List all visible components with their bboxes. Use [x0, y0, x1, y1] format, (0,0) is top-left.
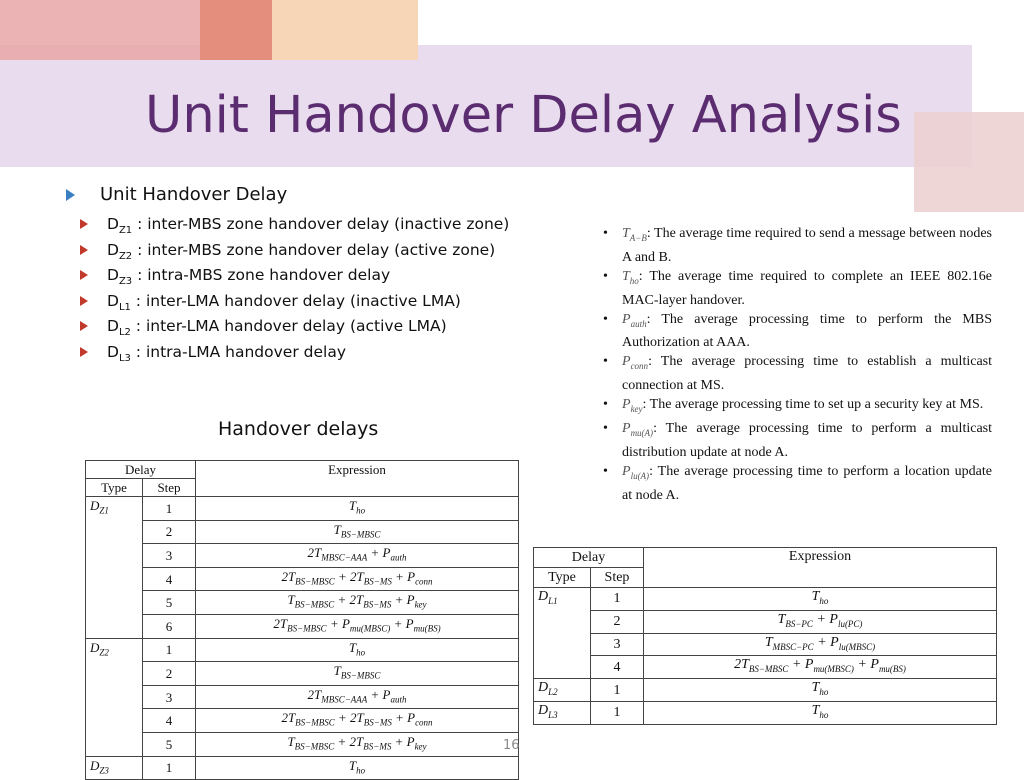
header-type: Type	[534, 568, 591, 588]
expression-term: T	[333, 521, 341, 537]
expression-term: 2T	[281, 710, 296, 726]
expression-subscript: BS−MBSC	[294, 599, 335, 610]
expression-cell	[196, 567, 519, 591]
symbol: D	[107, 215, 119, 233]
table-row	[86, 497, 519, 521]
definition-item	[600, 419, 992, 462]
expression-subscript: BS−MBSC	[294, 741, 335, 752]
sub-bullet-text: : inter-MBS zone handover delay (inactive zone)	[132, 215, 510, 233]
table-row	[86, 520, 519, 544]
definition-text: : The average processing time to establish a multicast connection at MS.	[622, 354, 992, 394]
expression-cell	[644, 679, 997, 702]
expression-term: 2T	[734, 657, 749, 673]
definition-subscript: conn	[630, 361, 649, 372]
symbol-subscript: L3	[118, 352, 131, 364]
step-cell: 2	[143, 520, 196, 544]
step-cell: 2	[143, 662, 196, 686]
expression-term: + P	[788, 657, 814, 673]
expression-term: T	[287, 592, 295, 608]
sub-bullet-item	[62, 263, 509, 289]
sub-bullet-text: : intra-LMA handover delay	[130, 342, 346, 361]
expression-subscript: ho	[819, 686, 829, 697]
slide-title: Unit Handover Delay Analysis	[145, 86, 902, 145]
delay-type-cell	[86, 497, 143, 639]
expression-subscript: mu(MBSC)	[813, 664, 854, 675]
definition-subscript: A−B	[629, 232, 647, 243]
expression-subscript: ho	[356, 505, 366, 516]
expression-cell	[196, 709, 519, 733]
expression-subscript: mu(BS)	[413, 623, 441, 634]
expression-term: + P	[853, 657, 879, 673]
definition-symbol: $P_{auth}$	[622, 311, 647, 329]
symbol: D	[107, 266, 119, 284]
expression-subscript: BS−MBSC	[287, 623, 327, 634]
header-step: Step	[591, 568, 644, 588]
table-caption: Handover delays	[218, 418, 379, 440]
symbol: D	[107, 317, 119, 335]
step-cell: 3	[143, 685, 196, 709]
expression-term: + 2T	[334, 592, 364, 608]
expression-cell	[644, 610, 997, 633]
expression-term: + P	[812, 611, 838, 627]
expression-term: T	[348, 498, 357, 513]
symbol-subscript: Z1	[118, 225, 133, 237]
definition-symbol: $P_{lu(A)}$	[622, 463, 650, 481]
table-row	[534, 701, 997, 724]
expression-subscript: BS−MS	[363, 599, 392, 610]
expression-subscript: key	[414, 741, 427, 752]
sub-bullet-text: : intra-MBS zone handover delay	[132, 266, 391, 284]
table-row	[86, 544, 519, 568]
symbol-subscript: Z3	[118, 276, 133, 288]
decor-square-peach	[272, 0, 418, 60]
expression-cell	[196, 497, 519, 521]
step-cell: 1	[591, 588, 644, 611]
step-cell: 3	[143, 544, 196, 568]
sub-bullet-item	[62, 314, 509, 340]
bullet-arrow-icon	[80, 270, 88, 280]
sub-bullet-list	[62, 212, 509, 365]
step-cell: 5	[143, 591, 196, 615]
sub-bullet-text: : inter-LMA handover delay (active LMA)	[130, 317, 447, 335]
table-row	[86, 567, 519, 591]
delay-type-cell	[534, 679, 591, 702]
table-row	[86, 709, 519, 733]
bullet-heading-item	[62, 182, 509, 365]
expression-term: T	[777, 611, 786, 627]
bullet-arrow-icon	[80, 296, 88, 306]
sub-bullet-item	[62, 212, 509, 238]
expression-cell	[196, 614, 519, 638]
table-row	[534, 588, 997, 611]
symbol: D	[107, 342, 119, 361]
page-number: 16	[503, 738, 520, 753]
expression-cell	[196, 662, 519, 686]
symbol-subscript: L1	[548, 595, 558, 606]
expression-term: + P	[391, 733, 415, 749]
symbol: D	[538, 680, 549, 696]
expression-subscript: ho	[356, 765, 366, 776]
symbol-subscript: L3	[548, 709, 558, 720]
delay-type-cell	[534, 701, 591, 724]
expression-subscript: MBSC−AAA	[321, 694, 368, 705]
symbol-subscript: L1	[118, 301, 131, 313]
expression-term: 2T	[307, 686, 322, 702]
definition-item	[600, 462, 992, 505]
expression-term: 2T	[273, 615, 288, 631]
step-cell: 4	[143, 709, 196, 733]
symbol-subscript: Z2	[118, 250, 133, 262]
expression-cell	[644, 701, 997, 724]
delay-type-cell	[86, 638, 143, 756]
step-cell: 1	[591, 701, 644, 724]
definition-text: : The average time required to send a message between nodes A and B.	[622, 226, 992, 265]
step-cell: 1	[591, 679, 644, 702]
expression-subscript: BS−MS	[363, 717, 392, 728]
definition-text: : The average time required to complete an IEEE 802.16e MAC-layer handover.	[622, 268, 992, 308]
definition-subscript: mu(A)	[630, 427, 654, 438]
step-cell: 1	[143, 638, 196, 662]
definition-item	[600, 310, 992, 353]
expression-subscript: lu(MBSC)	[838, 641, 876, 652]
symbol: D	[538, 589, 549, 604]
definition-text: : The average processing time to set up a security key at MS.	[642, 397, 984, 413]
definition-list	[600, 224, 992, 505]
definition-item	[600, 224, 992, 267]
expression-term: + P	[367, 545, 391, 561]
header-delay: Delay	[86, 461, 196, 479]
expression-subscript: BS−MBSC	[295, 717, 335, 728]
definition-text: : The average processing time to perform a multicast distribution update at node A.	[622, 420, 992, 460]
expression-subscript: mu(BS)	[878, 664, 906, 675]
expression-cell	[196, 544, 519, 568]
expression-subscript: auth	[390, 694, 407, 705]
expression-cell	[196, 685, 519, 709]
expression-cell	[196, 520, 519, 544]
expression-subscript: BS−MS	[363, 576, 392, 587]
table-row	[86, 685, 519, 709]
expression-term: T	[348, 757, 357, 773]
bullet-arrow-icon	[66, 189, 75, 201]
expression-term: T	[764, 634, 773, 650]
definition-symbol: $T_{A-B}$	[622, 226, 647, 243]
decor-square-coral	[200, 0, 272, 60]
definition-item	[600, 395, 992, 419]
expression-subscript: BS−MBSC	[295, 576, 335, 587]
expression-subscript: lu(PC)	[837, 618, 863, 629]
expression-term: T	[811, 589, 820, 604]
definition-item	[600, 267, 992, 310]
symbol: D	[538, 702, 549, 718]
definition-subscript: ho	[629, 275, 639, 286]
table-row	[86, 591, 519, 615]
table-row	[534, 679, 997, 702]
expression-term: + P	[367, 686, 391, 702]
header-type: Type	[86, 479, 143, 497]
expression-subscript: ho	[356, 647, 366, 658]
sub-bullet-item	[62, 289, 509, 315]
symbol: D	[90, 498, 100, 513]
symbol: D	[107, 291, 119, 310]
table-header-row	[86, 461, 519, 479]
definition-symbol: $P_{mu(A)}$	[622, 420, 654, 438]
expression-subscript: MBSC−AAA	[321, 552, 368, 563]
step-cell: 2	[591, 610, 644, 633]
header-expression: Expression	[644, 548, 997, 588]
expression-term: + P	[391, 710, 416, 726]
bullet-arrow-icon	[80, 347, 88, 357]
definition-text: : The average processing time to perform the MBS Authorization at AAA.	[622, 311, 992, 351]
symbol-subscript: Z2	[99, 647, 109, 658]
expression-term: T	[811, 702, 820, 718]
step-cell: 4	[143, 567, 196, 591]
expression-subscript: BS−MBSC	[340, 670, 381, 681]
step-cell: 5	[143, 732, 196, 756]
expression-term: + P	[391, 568, 416, 584]
expression-term: + P	[391, 592, 415, 608]
table-row	[86, 614, 519, 638]
expression-term: + 2T	[334, 733, 364, 749]
table-row	[86, 662, 519, 686]
expression-cell	[644, 588, 997, 611]
step-cell: 6	[143, 614, 196, 638]
bullet-arrow-icon	[80, 245, 88, 255]
definition-subscript: auth	[630, 318, 647, 329]
sub-bullet-item	[62, 238, 509, 264]
symbol-subscript: Z1	[99, 505, 109, 516]
expression-subscript: BS−MBSC	[748, 664, 789, 675]
expression-subscript: conn	[415, 717, 433, 728]
bullet-list	[62, 182, 509, 365]
expression-term: + P	[390, 615, 414, 631]
expression-cell	[196, 732, 519, 756]
expression-term: 2T	[307, 545, 322, 561]
delay-type-cell	[534, 588, 591, 679]
expression-subscript: ho	[819, 709, 829, 720]
definition-subscript: key	[630, 403, 643, 414]
expression-subscript: MBSC−PC	[772, 641, 814, 652]
header-delay: Delay	[534, 548, 644, 568]
zone-delay-table	[85, 460, 519, 780]
expression-term: T	[287, 733, 295, 749]
expression-term: T	[811, 680, 820, 696]
header-expression: Expression	[196, 461, 519, 497]
symbol: D	[90, 639, 100, 655]
bullet-arrow-icon	[80, 219, 88, 229]
definition-item	[600, 352, 992, 395]
definition-subscript: lu(A)	[630, 470, 650, 481]
step-cell: 1	[143, 756, 196, 780]
expression-subscript: ho	[819, 595, 829, 606]
decor-square-pink	[0, 0, 200, 60]
expression-term: T	[348, 639, 357, 655]
definition-symbol: $T_{ho}$	[622, 268, 639, 286]
expression-cell	[196, 638, 519, 662]
table-row	[534, 656, 997, 679]
expression-subscript: BS−PC	[785, 618, 813, 629]
table-row	[86, 732, 519, 756]
symbol-subscript: Z3	[99, 765, 109, 776]
bullet-arrow-icon	[80, 321, 88, 331]
step-cell: 1	[143, 497, 196, 521]
expression-subscript: BS−MBSC	[340, 529, 381, 540]
symbol-subscript: L2	[548, 686, 558, 697]
expression-term: + P	[326, 615, 350, 631]
expression-subscript: BS−MS	[363, 741, 392, 752]
expression-term: 2T	[281, 568, 296, 584]
definition-symbol: $P_{key}$	[622, 397, 643, 414]
expression-cell	[196, 591, 519, 615]
symbol-subscript: L2	[118, 327, 131, 339]
step-cell: 3	[591, 633, 644, 656]
definition-text: : The average processing time to perform a location update at node A.	[622, 463, 992, 503]
table-row	[534, 610, 997, 633]
sub-bullet-text: : inter-MBS zone handover delay (active zone)	[132, 240, 496, 259]
expression-subscript: key	[414, 599, 427, 610]
expression-subscript: auth	[390, 552, 407, 563]
symbol: D	[90, 757, 100, 773]
lma-delay-table	[533, 547, 997, 725]
sub-bullet-text: : inter-LMA handover delay (inactive LMA)	[130, 291, 461, 310]
table-header-row	[534, 548, 997, 568]
symbol: D	[107, 240, 119, 259]
expression-cell	[644, 633, 997, 656]
sub-bullet-item	[62, 340, 509, 366]
step-cell: 4	[591, 656, 644, 679]
expression-cell	[644, 656, 997, 679]
expression-subscript: mu(MBSC)	[349, 623, 391, 634]
expression-term: + P	[813, 634, 839, 650]
expression-term: + 2T	[334, 710, 364, 726]
expression-term: + 2T	[334, 568, 364, 584]
bullet-heading: Unit Handover Delay	[100, 184, 288, 205]
expression-term: T	[333, 663, 341, 679]
expression-subscript: conn	[415, 576, 433, 587]
table-row	[534, 633, 997, 656]
decor-square-rose	[914, 112, 1024, 212]
table-row	[86, 638, 519, 662]
definition-symbol: $P_{conn}$	[622, 354, 649, 372]
header-step: Step	[143, 479, 196, 497]
